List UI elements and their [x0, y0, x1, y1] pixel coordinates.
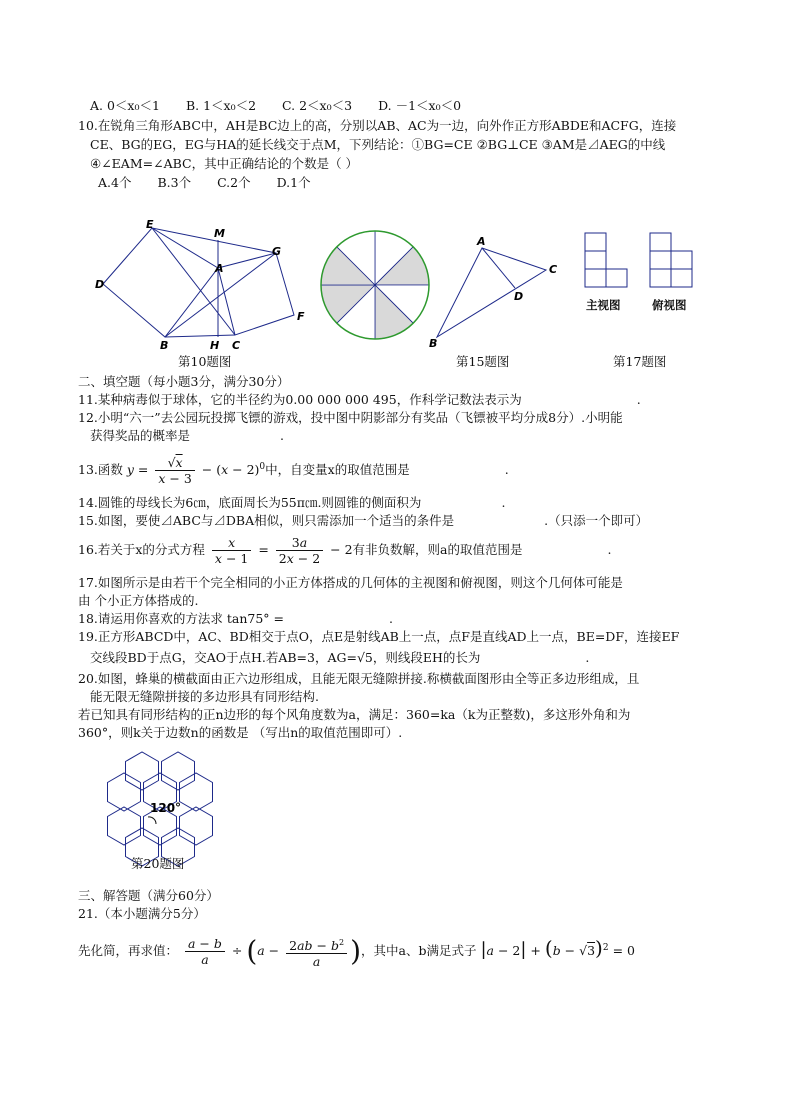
q15-tail: （只添一个即可）: [548, 513, 649, 528]
q21-lead: 先化简，再求值：: [78, 943, 179, 959]
q15: 15.如图，要使⊿ABC与⊿DBA相似，则只需添加一个适当的条件是 .（只添一个即可）: [78, 513, 649, 528]
q20-line4: 360°，则k关于边数n的函数是 （写出n的取值范围即可）.: [78, 725, 403, 740]
q18-text: 18.请运用你喜欢的方法求 tan75° =: [78, 611, 284, 626]
q14: 14.圆锥的母线长为6㎝，底面周长为55π㎝.则圆锥的侧面积为 .: [78, 495, 506, 510]
section-3-title: 三、解答题（满分60分）: [78, 888, 219, 903]
q10-line1: 10.在锐角三角形ABC中，AH是BC边上的高，分别以AB、AC为一边，向外作正方形ABDE和ACFG，连接: [78, 118, 677, 133]
q20-line3: 若已知具有同形结构的正n边形的每个风角度数为a，满足：360=ka（k为正整数)，多这形外角和为: [78, 707, 631, 722]
q9-option-a: A. 0＜x₀＜1: [90, 98, 160, 113]
q9-option-d: D. －1＜x₀＜0: [378, 98, 462, 113]
q13-fraction: $\frac{√x}{x - 3}$: [155, 455, 194, 486]
q14-text: 14.圆锥的母线长为6㎝，底面周长为55π㎝.则圆锥的侧面积为: [78, 495, 422, 510]
honeycomb-hexagon: [162, 752, 195, 790]
q10-label-d: D: [95, 278, 105, 291]
q10-caption: 第10题图: [178, 354, 232, 369]
q10-line2: CE、BG的EG，EG与HA的延长线交于点M，下列结论：①BG=CE ②BG⊥CE ③AM是⊿AEG的中线: [90, 137, 666, 152]
q10-label-h: H: [210, 339, 220, 352]
q10-label-a: A: [215, 262, 224, 275]
q10-label-c: C: [232, 339, 241, 352]
q16: 16.若关于x的分式方程 $\frac{x}{x - 1}$ = $\frac{3a}{2x - 2}$ − 2有非负数解，则a的取值范围是 .: [78, 535, 612, 566]
honeycomb-hexagon: [126, 752, 159, 790]
q10-option-b: B.3个: [157, 175, 192, 190]
q20-angle-label: 120°: [150, 801, 182, 815]
q16-tail: 有非负数解，则a的取值范围是: [352, 542, 523, 557]
q15-label-d: D: [514, 290, 524, 303]
q16-lead: 16.若关于x的分式方程: [78, 542, 205, 557]
q12-text: 获得奖品的概率是: [90, 428, 191, 443]
q12-line2: 获得奖品的概率是 .: [90, 428, 284, 443]
q11: 11.某种病毒似于球体，它的半径约为0.00 000 000 495，作科学记数法表示为 .: [78, 392, 641, 407]
section-2-title: 二、填空题（每小题3分，满分30分）: [78, 374, 290, 389]
q20-line1: 20.如图，蜂巢的横截面由正六边形组成，且能无限无缝隙拼接.称横截面图形由全等正多边形组成，且: [78, 671, 640, 686]
q19-text: 交线段BD于点G，交AO于点H.若AB=3，AG=√5，则线段EH的长为: [90, 650, 481, 665]
honeycomb-hexagon: [108, 807, 141, 845]
q15-caption: 第15题图: [456, 354, 510, 369]
q21: 先化简，再求值： $\frac{a - b}{a}$ ÷ (a − $\frac{2ab - b^2}{a}$ )，其中a、b满足式子 $|a - 2| + (b - √3)^2 = 0$: [78, 934, 635, 969]
q20-caption: 第20题图: [131, 856, 185, 871]
q18: 18.请运用你喜欢的方法求 tan75° = .: [78, 611, 393, 626]
q12-line1: 12.小明“六一”去公园玩投掷飞镖的游戏，投中图中阴影部分有奖品（飞镖被平均分成8分）.小明能: [78, 410, 623, 425]
q10-label-g: G: [272, 245, 282, 258]
q10-label-e: E: [146, 218, 154, 231]
q15-label-b: B: [429, 337, 438, 350]
q15-label-a: A: [477, 235, 486, 248]
q10-label-f: F: [297, 310, 305, 323]
q10-label-b: B: [160, 339, 169, 352]
q10-option-c: C.2个: [217, 175, 251, 190]
q17-line1: 17.如图所示是由若干个完全相同的小正方体搭成的几何体的主视图和俯视图，则这个几何体可能是: [78, 575, 623, 590]
q15-text: 15.如图，要使⊿ABC与⊿DBA相似，则只需添加一个适当的条件是: [78, 513, 455, 528]
q11-text: 11.某种病毒似于球体，它的半径约为0.00 000 000 495，作科学记数法表示为: [78, 392, 522, 407]
q9-option-c: C. 2＜x₀＜3: [282, 98, 353, 113]
q17-front-view-label: 主视图: [586, 298, 621, 312]
honeycomb-hexagon: [108, 773, 141, 811]
q21-tail: ，其中a、b满足式子: [361, 943, 477, 959]
q17-caption: 第17题图: [613, 354, 667, 369]
q10-label-m: M: [214, 227, 225, 240]
q10-line3: ④∠EAM=∠ABC，其中正确结论的个数是（ ）: [90, 156, 359, 171]
q21-heading: 21.（本小题满分5分）: [78, 906, 206, 921]
q13-tail: 中，自变量x的取值范围是: [265, 462, 410, 478]
q15-label-c: C: [549, 263, 558, 276]
q13-lead: 13.函数: [78, 462, 123, 478]
q19-line2: 交线段BD于点G，交AO于点H.若AB=3，AG=√5，则线段EH的长为 .: [90, 650, 590, 665]
honeycomb-hexagon: [180, 773, 213, 811]
q20-line2: 能无限无缝隙拼接的多边形具有同形结构.: [90, 689, 319, 704]
q17-top-view-label: 俯视图: [652, 298, 687, 312]
q10-option-a: A.4个: [98, 175, 132, 190]
q13: 13.函数 y = $\frac{√x}{x - 3}$ − $(x - 2)^0$中，自变量x的取值范围是 .: [78, 455, 509, 487]
q10-option-d: D.1个: [276, 175, 311, 190]
q19-line1: 19.正方形ABCD中，AC、BD相交于点O，点E是射线AB上一点，点F是直线AD上一点，BE=DF，连接EF: [78, 629, 680, 644]
honeycomb-hexagon: [180, 807, 213, 845]
q17-line2: 由 个小正方体搭成的.: [78, 593, 199, 608]
q9-option-b: B. 1＜x₀＜2: [185, 98, 257, 113]
